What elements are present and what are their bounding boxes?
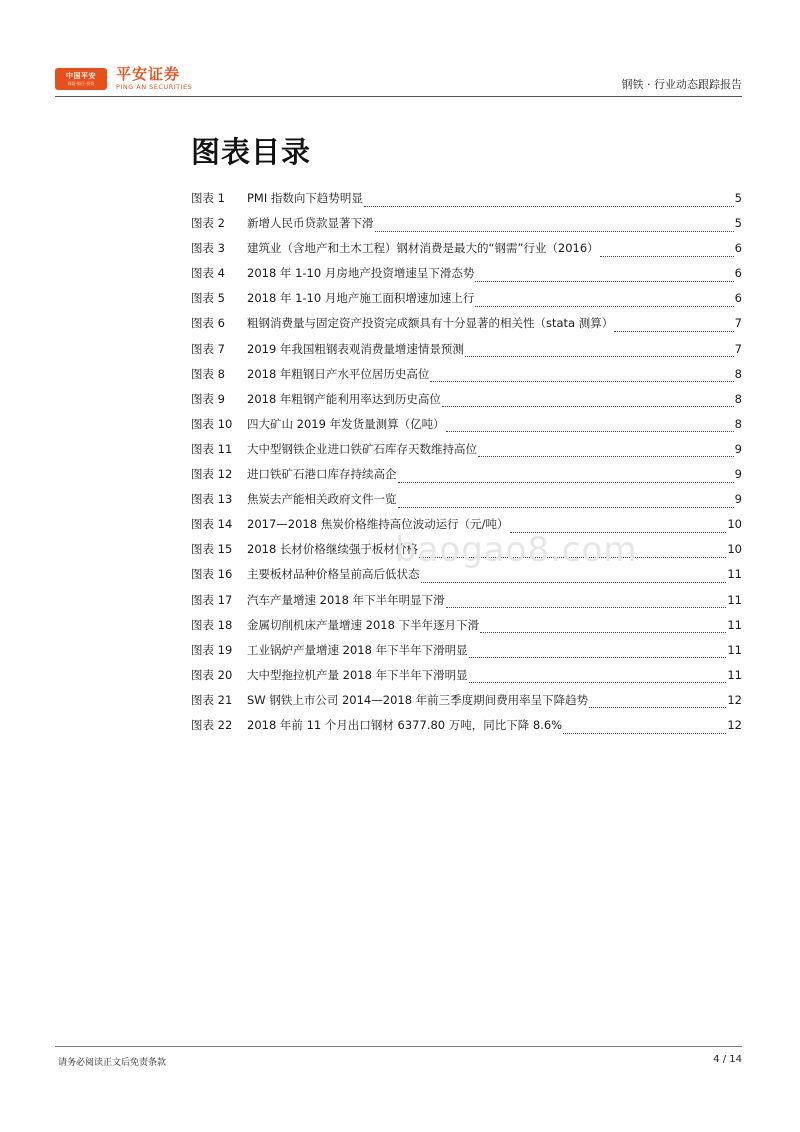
toc-entry-page: 9: [734, 492, 742, 507]
page-number: 4 / 14: [713, 1054, 742, 1065]
toc-entry-label: 图表 8: [191, 366, 225, 381]
toc-entry-page: 11: [727, 617, 742, 632]
toc-entry[interactable]: [191, 290, 742, 315]
toc-entry-page: 5: [734, 191, 742, 205]
toc-entry[interactable]: [191, 491, 742, 516]
toc-leader-dots: [478, 447, 734, 457]
ping-an-logo: [55, 68, 107, 90]
toc-entry-page: 11: [727, 642, 742, 657]
toc-entry-label: 图表 17: [191, 592, 233, 607]
toc-entry-page: 6: [734, 241, 742, 256]
toc-entry-label: 图表 6: [191, 316, 225, 331]
toc-entry-label: 图表 19: [191, 642, 233, 657]
header-divider: [55, 96, 742, 97]
toc-entry-label: 图表 13: [191, 492, 233, 507]
toc-entry[interactable]: [191, 391, 742, 416]
toc-leader-dots: [475, 272, 733, 282]
toc-entry-page: 5: [734, 216, 742, 231]
toc-leader-dots: [364, 197, 734, 207]
toc-entry-page: 6: [734, 291, 742, 306]
toc-entry-title: 2018 年 1-10 月地产施工面积增速加速上行: [247, 291, 475, 306]
toc-entry-page: 11: [727, 592, 742, 607]
toc-entry-title: 2018 年前 11 个月出口钢材 6377.80 万吨，同比下降 8.6%: [247, 717, 563, 732]
toc-entry-title: 2019 年我国粗钢表观消费量增速情景预测: [247, 341, 464, 356]
toc-entry[interactable]: [191, 516, 742, 541]
toc-entry-title: 大中型拖拉机产量 2018 年下半年下滑明显: [247, 667, 468, 682]
toc-entry-title: PMI 指数向下趋势明显: [247, 191, 363, 205]
toc-entry-page: 12: [727, 692, 742, 707]
toc-entry-title: 2017—2018 焦炭价格维持高位波动运行（元/吨）: [247, 517, 509, 532]
report-title: 钢铁 · 行业动态跟踪报告: [621, 78, 742, 91]
toc-entry-label: 图表 14: [191, 517, 233, 532]
toc-entry-title: 2018 长材价格继续强于板材价格: [247, 542, 418, 557]
toc-leader-dots: [510, 523, 727, 533]
logo-text: 中国平安: [66, 72, 96, 80]
toc-entry-page: 11: [727, 567, 742, 582]
toc-entry-label: 图表 22: [191, 717, 233, 732]
toc-leader-dots: [589, 698, 726, 708]
toc-leader-dots: [398, 473, 734, 483]
toc-entry[interactable]: [191, 566, 742, 591]
toc-entry-title: 2018 年 1-10 月房地产投资增速呈下滑态势: [247, 266, 475, 281]
toc-entry-title: 粗钢消费量与固定资产投资完成额具有十分显著的相关性（stata 测算）: [247, 316, 614, 331]
toc-entry-label: 图表 21: [191, 692, 233, 707]
toc-entry[interactable]: [191, 366, 742, 391]
toc-entry-title: 四大矿山 2019 年发货量测算（亿吨）: [247, 416, 445, 431]
toc-leader-dots: [600, 247, 734, 257]
toc-entry-label: 图表 4: [191, 266, 225, 281]
toc-title: 图表目录: [191, 135, 312, 169]
toc-entry-title: 大中型钢铁企业进口铁矿石库存天数维持高位: [247, 441, 477, 456]
logo-subtext: 保险·银行·投资: [67, 81, 95, 86]
toc-leader-dots: [419, 548, 726, 558]
toc-entry[interactable]: [191, 190, 742, 215]
toc-entry-page: 10: [727, 517, 742, 532]
toc-entry-label: 图表 11: [191, 441, 233, 456]
toc-entry-label: 图表 16: [191, 567, 233, 582]
toc-entry[interactable]: [191, 315, 742, 340]
toc-entry[interactable]: [191, 717, 742, 742]
toc-entry-label: 图表 20: [191, 667, 233, 682]
toc-leader-dots: [465, 347, 734, 357]
toc-entry[interactable]: [191, 692, 742, 717]
brand-name-cn: 平安证券: [116, 65, 181, 83]
toc-entry[interactable]: [191, 642, 742, 667]
toc-list: [191, 190, 742, 742]
toc-leader-dots: [446, 422, 734, 432]
toc-entry-title: 进口铁矿石港口库存持续高企: [247, 467, 397, 482]
toc-entry[interactable]: [191, 240, 742, 265]
toc-entry-page: 12: [727, 717, 742, 732]
toc-entry-title: 主要板材品种价格呈前高后低状态: [247, 567, 420, 582]
toc-entry-title: 建筑业（含地产和土木工程）钢材消费是最大的“钢需”行业（2016）: [247, 241, 599, 256]
toc-entry-page: 9: [734, 467, 742, 482]
toc-entry-title: 汽车产量增速 2018 年下半年明显下滑: [247, 592, 445, 607]
toc-entry-title: SW 钢铁上市公司 2014—2018 年前三季度期间费用率呈下降趋势: [247, 692, 589, 707]
toc-entry-label: 图表 5: [191, 291, 225, 306]
toc-entry-page: 8: [734, 416, 742, 431]
toc-entry[interactable]: [191, 466, 742, 491]
toc-entry-label: 图表 1: [191, 191, 225, 205]
toc-entry-title: 新增人民币贷款显著下滑: [247, 216, 374, 231]
toc-entry-page: 7: [734, 341, 742, 356]
page-header: [0, 0, 800, 100]
toc-leader-dots: [563, 724, 726, 734]
footer-disclaimer: 请务必阅读正文后免责条款: [58, 1058, 167, 1068]
toc-entry[interactable]: [191, 265, 742, 290]
footer-divider: [55, 1046, 742, 1047]
brand: [116, 66, 192, 91]
toc-entry-label: 图表 15: [191, 542, 233, 557]
toc-entry-label: 图表 18: [191, 617, 233, 632]
toc-entry[interactable]: [191, 416, 742, 441]
toc-entry-label: 图表 2: [191, 216, 225, 231]
toc-leader-dots: [430, 372, 733, 382]
toc-entry-page: 11: [727, 667, 742, 682]
toc-entry[interactable]: [191, 341, 742, 366]
toc-entry-page: 9: [734, 441, 742, 456]
toc-entry-label: 图表 12: [191, 467, 233, 482]
toc-leader-dots: [421, 573, 727, 583]
toc-entry-title: 2018 年粗钢产能利用率达到历史高位: [247, 391, 441, 406]
toc-entry[interactable]: [191, 617, 742, 642]
toc-entry-page: 8: [734, 366, 742, 381]
toc-entry-title: 工业锅炉产量增速 2018 年下半年下滑明显: [247, 642, 468, 657]
toc-entry-title: 2018 年粗钢日产水平位居历史高位: [247, 366, 430, 381]
toc-entry-page: 8: [734, 391, 742, 406]
toc-entry-title: 金属切削机床产量增速 2018 下半年逐月下滑: [247, 617, 480, 632]
brand-name-en: PING AN SECURITIES: [116, 83, 193, 91]
toc-leader-dots: [480, 623, 726, 633]
toc-leader-dots: [475, 297, 733, 307]
toc-leader-dots: [446, 598, 727, 608]
toc-entry-page: 10: [727, 542, 742, 557]
toc-entry[interactable]: [191, 592, 742, 617]
toc-leader-dots: [614, 322, 733, 332]
toc-entry[interactable]: [191, 541, 742, 566]
toc-entry-page: 7: [734, 316, 742, 331]
toc-entry-page: 6: [734, 266, 742, 281]
toc-entry[interactable]: [191, 441, 742, 466]
toc-entry[interactable]: [191, 215, 742, 240]
toc-entry[interactable]: [191, 667, 742, 692]
toc-leader-dots: [375, 222, 734, 232]
toc-entry-label: 图表 10: [191, 416, 233, 431]
watermark: baogao8.com: [395, 530, 638, 570]
toc-entry-label: 图表 7: [191, 341, 225, 356]
toc-entry-label: 图表 3: [191, 241, 225, 256]
toc-entry-label: 图表 9: [191, 391, 225, 406]
toc-entry-title: 焦炭去产能相关政府文件一览: [247, 492, 397, 507]
toc-leader-dots: [442, 397, 734, 407]
toc-leader-dots: [469, 648, 727, 658]
toc-leader-dots: [469, 673, 727, 683]
toc-leader-dots: [398, 498, 734, 508]
